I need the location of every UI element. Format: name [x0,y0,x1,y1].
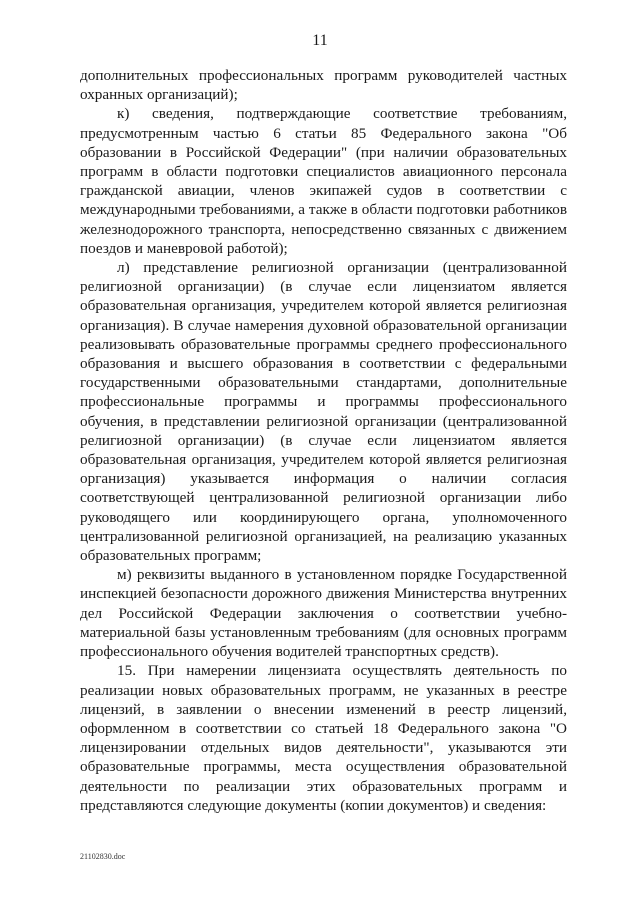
footer-filename: 21102830.doc [80,852,126,861]
page-number: 11 [312,32,328,49]
document-body [80,66,567,815]
paragraph-section-15: 15. При намерении лицензиата осуществлять деятельность по реализации новых образовательных программ, не указанных в реестре лицензий, в заявлении о внесении изменений в реестр лицензий, оформленном в соответствии со статьей 18 Федерального закона "О лицензировании отдельных видов деятельности", указываются эти образовательные программы, места осуществления образовательной деятельности по реализации этих образовательных программ и представляются следующие документы (копии документов) и сведения: [80,662,567,814]
paragraph-item-m: м) реквизиты выданного в установленном порядке Государственной инспекцией безопасности дорожного движения Министерства внутренних дел Российской Федерации заключения о соответствии учебно-материальной базы установленным требованиям (для основных программ профессионального обучения водителей транспортных средств). [80,566,567,661]
paragraph-item-k: к) сведения, подтверждающие соответствие требованиям, предусмотренным частью 6 статьи 85 Федерального закона "Об образовании в Российской Федерации" (при наличии образовательных программ в области подготовки специалистов авиационного персонала гражданской авиации, членов экипажей судов в соответствии с международными требованиями, а также в области подготовки работников железнодорожного транспорта, непосредственно связанных с движением поездов и маневровой работой); [80,105,567,257]
paragraph-item-l: л) представление религиозной организации (централизованной религиозной организации) (в случае если лицензиатом является образовательная организация, учредителем которой является религиозная организация). В случае намерения духовной образовательной организации реализовывать образовательные программы среднего профессионального образования и высшего образования в соответствии с федеральными государственными образовательными стандартами, дополнительные профессиональные программы и программы профессионального обучения, в представлении религиозной организации (централизованной религиозной организации) (в случае если лицензиатом является образовательная организация, учредителем которой является религиозная организация) указывается информация о наличии согласия соответствующей централизованной религиозной организации либо руководящего или координирующего органа, уполномоченного централизованной религиозной организацией, на реализацию указанных образовательных программ; [80,259,567,565]
paragraph-continuation: дополнительных профессиональных программ руководителей частных охранных организаций); [80,67,567,104]
